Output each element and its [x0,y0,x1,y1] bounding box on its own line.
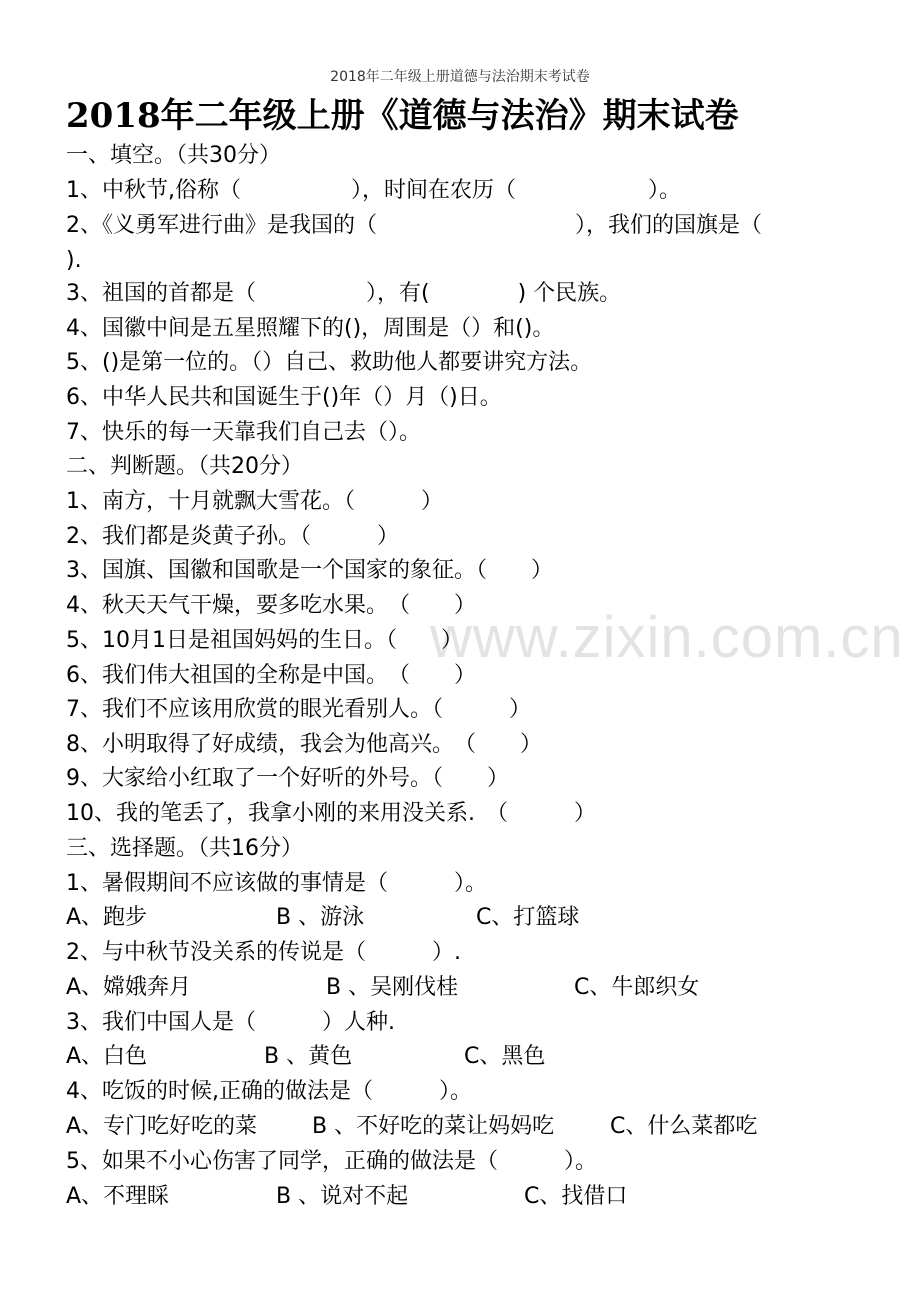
judge-question-4: 4、秋天天气干燥，要多吃水果。 （ ） [66,593,476,618]
option-c: C、黑色 [464,1044,546,1069]
section-1-heading: 一、填空。（共30分） [66,143,281,168]
judge-question-6: 6、我们伟大祖国的全称是中国。 （ ） [66,663,476,688]
judge-question-2: 2、我们都是炎黄子孙。（ ） [66,524,399,549]
choice-question-3: 3、我们中国人是（ ）人种. [66,1010,395,1035]
fill-question-4: 4、国徽中间是五星照耀下的()，周围是（）和()。 [66,316,555,341]
fill-question-6: 6、中华人民共和国诞生于()年（）月（)日。 [66,385,502,410]
option-a: A、白色 [66,1044,148,1069]
page-title: 2018年二年级上册《道德与法治》期末试卷 [66,96,739,136]
option-c: C、找借口 [524,1184,628,1209]
fill-question-2-continued: ). [66,248,82,273]
fill-question-5: 5、()是第一位的。（）自己、救助他人都要讲究方法。 [66,350,593,375]
section-2-heading: 二、判断题。（共20分） [66,454,303,479]
fill-question-3: 3、祖国的首都是（ ），有( ) 个民族。 [66,281,622,306]
fill-question-7: 7、快乐的每一天靠我们自己去（）。 [66,420,421,445]
judge-question-3: 3、国旗、国徽和国歌是一个国家的象征。（ ） [66,558,553,583]
choice-question-2: 2、与中秋节没关系的传说是（ ）. [66,940,461,965]
option-b: B 、不好吃的菜让妈妈吃 [312,1114,555,1139]
fill-question-2: 2、《义勇军进行曲》是我国的（ ），我们的国旗是（ [66,213,762,238]
section-3-heading: 三、选择题。（共16分） [66,836,303,861]
option-c: C、牛郎织女 [574,975,700,1000]
watermark: www.zixin.com.cn [430,605,904,670]
judge-question-8: 8、小明取得了好成绩，我会为他高兴。 （ ） [66,732,542,757]
option-a: A、跑步 [66,905,148,930]
option-a: A、嫦娥奔月 [66,975,192,1000]
judge-question-9: 9、大家给小红取了一个好听的外号。（ ） [66,766,509,791]
option-a: A、专门吃好吃的菜 [66,1114,258,1139]
choice-question-4: 4、吃饭的时候,正确的做法是（ ）。 [66,1079,472,1104]
page-header: 2018年二年级上册道德与法治期末考试卷 [330,69,590,85]
choice-question-1: 1、暑假期间不应该做的事情是（ ）。 [66,871,487,896]
option-b: B 、吴刚伐桂 [326,975,459,1000]
fill-question-1: 1、中秋节,俗称（ ），时间在农历（ ）。 [66,178,681,203]
judge-question-10: 10、我的笔丢了，我拿小刚的来用没关系. （ ） [66,801,596,826]
option-b: B 、游泳 [276,905,365,930]
option-c: C、什么菜都吃 [610,1114,758,1139]
option-b: B 、黄色 [264,1044,353,1069]
option-b: B 、说对不起 [276,1184,409,1209]
choice-question-5: 5、如果不小心伤害了同学，正确的做法是（ ）。 [66,1149,597,1174]
option-a: A、不理睬 [66,1184,170,1209]
judge-question-5: 5、10月1日是祖国妈妈的生日。（ ） [66,628,463,653]
judge-question-7: 7、我们不应该用欣赏的眼光看别人。（ ） [66,697,531,722]
option-c: C、打篮球 [476,905,580,930]
judge-question-1: 1、南方，十月就飘大雪花。（ ） [66,489,443,514]
